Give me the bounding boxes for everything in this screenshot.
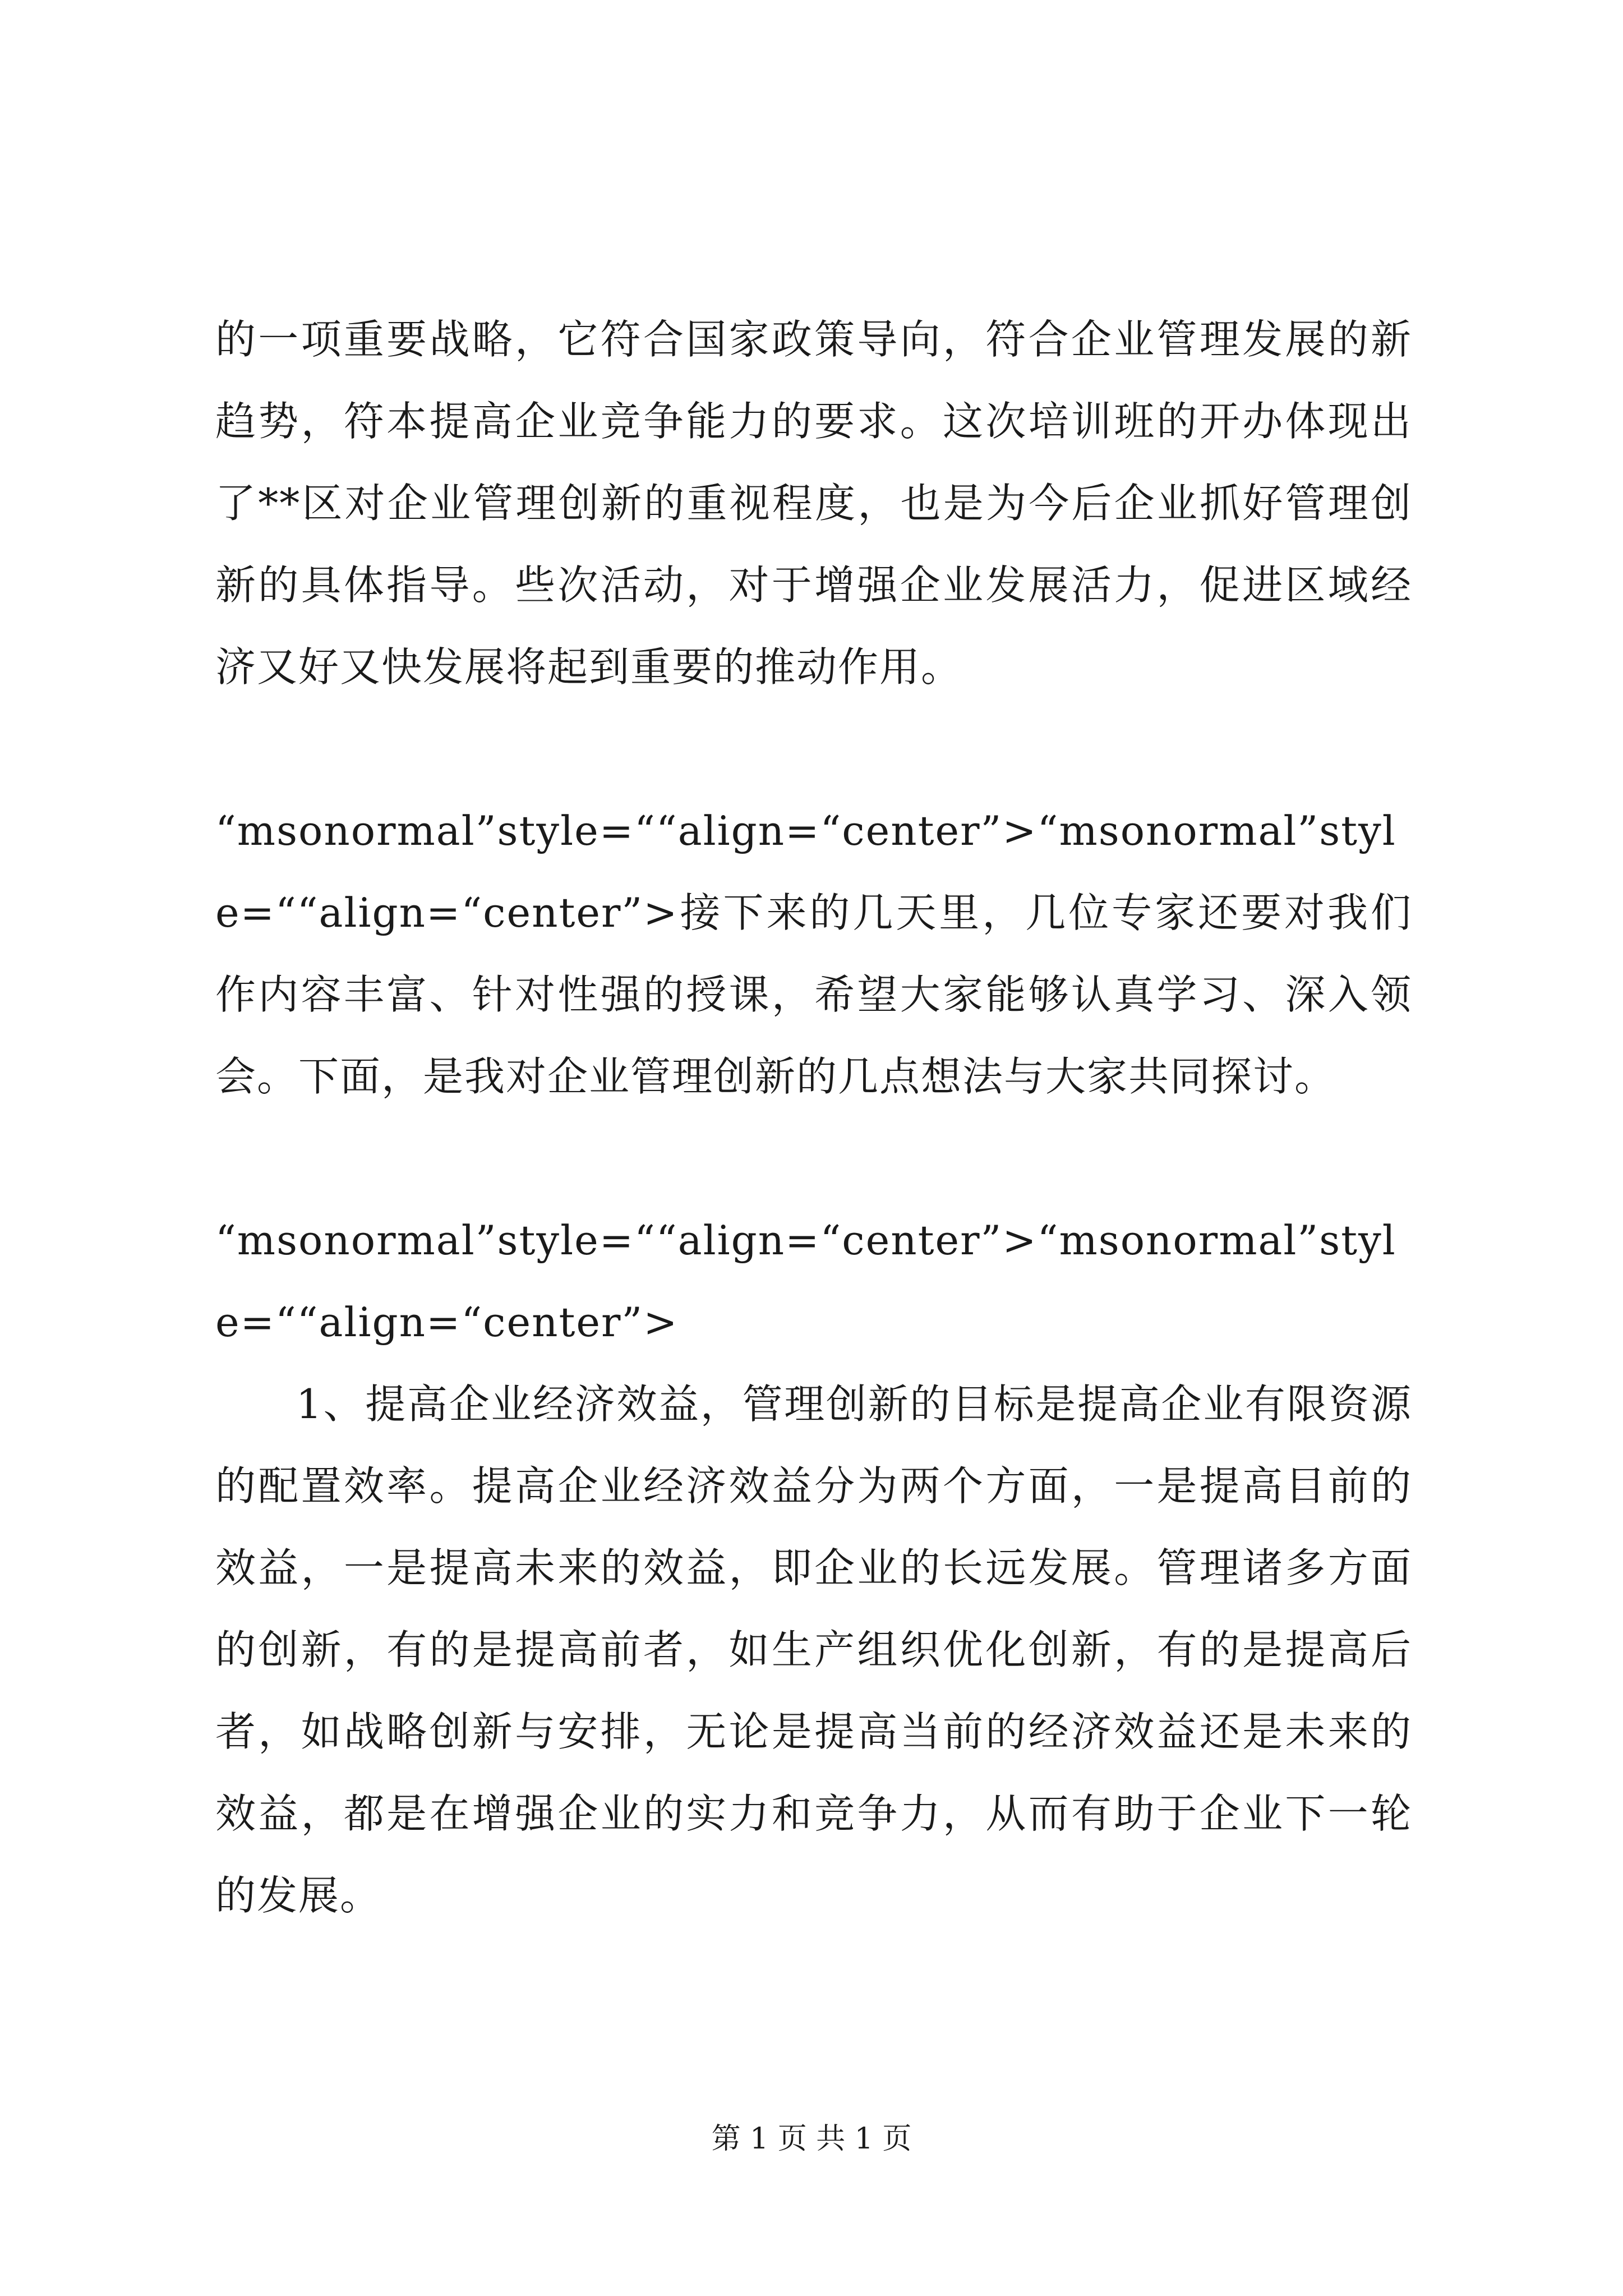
- page-footer: 第 1 页 共 1 页: [711, 2122, 912, 2156]
- body-paragraph-3: “msonormal”style=““align=“center”>“msonormal”style=““align=“center”>: [215, 1217, 1396, 1346]
- body-paragraph-2: “msonormal”style=““align=“center”>“msonormal”style=““align=“center”>接下来的几天里，几位专家还要对我们作内容丰富、针对性强的授课，希望大家能够认真学习、深入领会。下面，是我对企业管理创新的几点想法与大家共同探讨。: [215, 807, 1412, 1100]
- body-paragraph-4: 1、提高企业经济效益，管理创新的目标是提高企业有限资源的配置效率。提高企业经济效益分为两个方面，一是提高目前的效益，一是提高未来的效益，即企业的长远发展。管理诸多方面的创新，有的是提高前者，如生产组织优化创新，有的是提高后者，如战略创新与安排，无论是提高当前的经济效益还是未来的效益，都是在增强企业的实力和竞争力，从而有助于企业下一轮的发展。: [215, 1381, 1412, 1919]
- body-paragraph-group-3: [215, 1199, 1412, 1936]
- body-paragraph-1: 的一项重要战略，它符合国家政策导向，符合企业管理发展的新趋势，符本提高企业竞争能力的要求。这次培训班的开办体现出了**区对企业管理创新的重视程度，也是为今后企业抓好管理创新的具体指导。些次活动，对于增强企业发展活力，促进区域经济又好又快发展将起到重要的推动作用。: [215, 316, 1412, 691]
